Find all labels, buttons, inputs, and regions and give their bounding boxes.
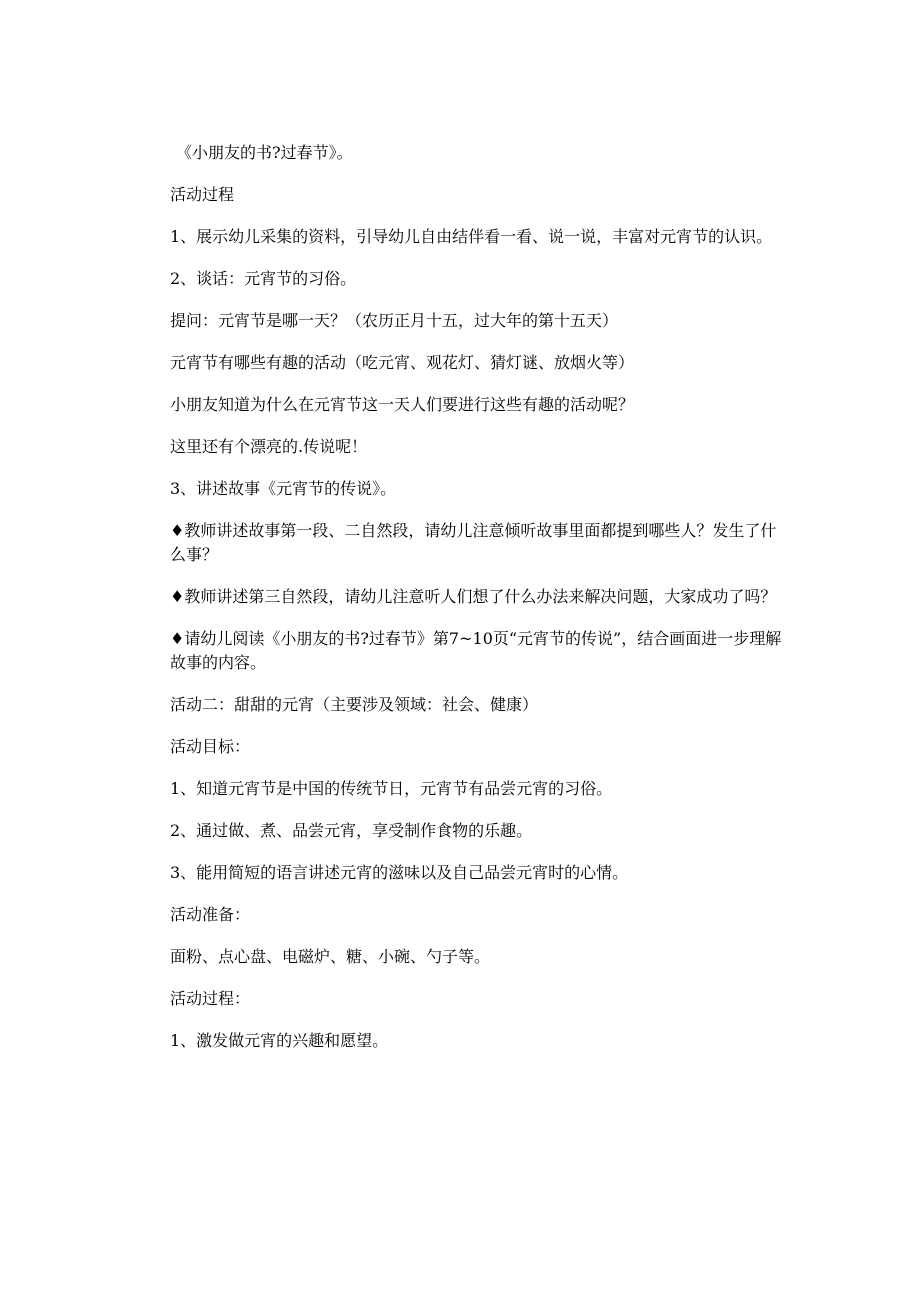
objective-3: 3、能用简短的语言讲述元宵的滋味以及自己品尝元宵时的心情。 xyxy=(170,863,629,882)
bullet-story-part-3: ♦教师讲述第三自然段，请幼儿注意听人们想了什么办法来解决问题，大家成功了吗？ xyxy=(170,587,777,606)
activity-two-title: 活动二：甜甜的元宵（主要涉及领域：社会、健康） xyxy=(170,695,539,714)
document-body xyxy=(170,141,782,1071)
process-step-1: 1、激发做元宵的兴趣和愿望。 xyxy=(170,1031,389,1050)
section-heading-process: 活动过程 xyxy=(170,185,235,204)
process-heading-2: 活动过程： xyxy=(170,989,251,1008)
materials-line: 面粉、点心盘、电磁炉、糖、小碗、勺子等。 xyxy=(170,947,491,966)
objectives-heading: 活动目标： xyxy=(170,737,251,756)
objective-1: 1、知道元宵节是中国的传统节日，元宵节有品尝元宵的习俗。 xyxy=(170,779,613,798)
why-line: 小朋友知道为什么在元宵节这一天人们要进行这些有趣的活动呢？ xyxy=(170,395,635,414)
book-title-line: 《小朋友的书?过春节》。 xyxy=(176,143,353,162)
step-2: 2、谈话：元宵节的习俗。 xyxy=(170,269,357,288)
activities-line: 元宵节有哪些有趣的活动（吃元宵、观花灯、猜灯谜、放烟火等） xyxy=(170,353,635,372)
bullet-story-part-1: ♦教师讲述故事第一段、二自然段，请幼儿注意倾听故事里面都提到哪些人？发生了什么事？ xyxy=(170,521,777,564)
objective-2: 2、通过做、煮、品尝元宵，享受制作食物的乐趣。 xyxy=(170,821,533,840)
legend-line: 这里还有个漂亮的.传说呢！ xyxy=(170,437,368,456)
preparation-heading: 活动准备： xyxy=(170,905,251,924)
bullet-reading: ♦请幼儿阅读《小朋友的书?过春节》第7~10页“元宵节的传说”，结合画面进一步理解故事的内容。 xyxy=(170,629,782,672)
question-line: 提问：元宵节是哪一天？（农历正月十五，过大年的第十五天） xyxy=(170,311,619,330)
step-3: 3、讲述故事《元宵节的传说》。 xyxy=(170,479,397,498)
step-1: 1、展示幼儿采集的资料，引导幼儿自由结伴看一看、说一说，丰富对元宵节的认识。 xyxy=(170,227,773,246)
